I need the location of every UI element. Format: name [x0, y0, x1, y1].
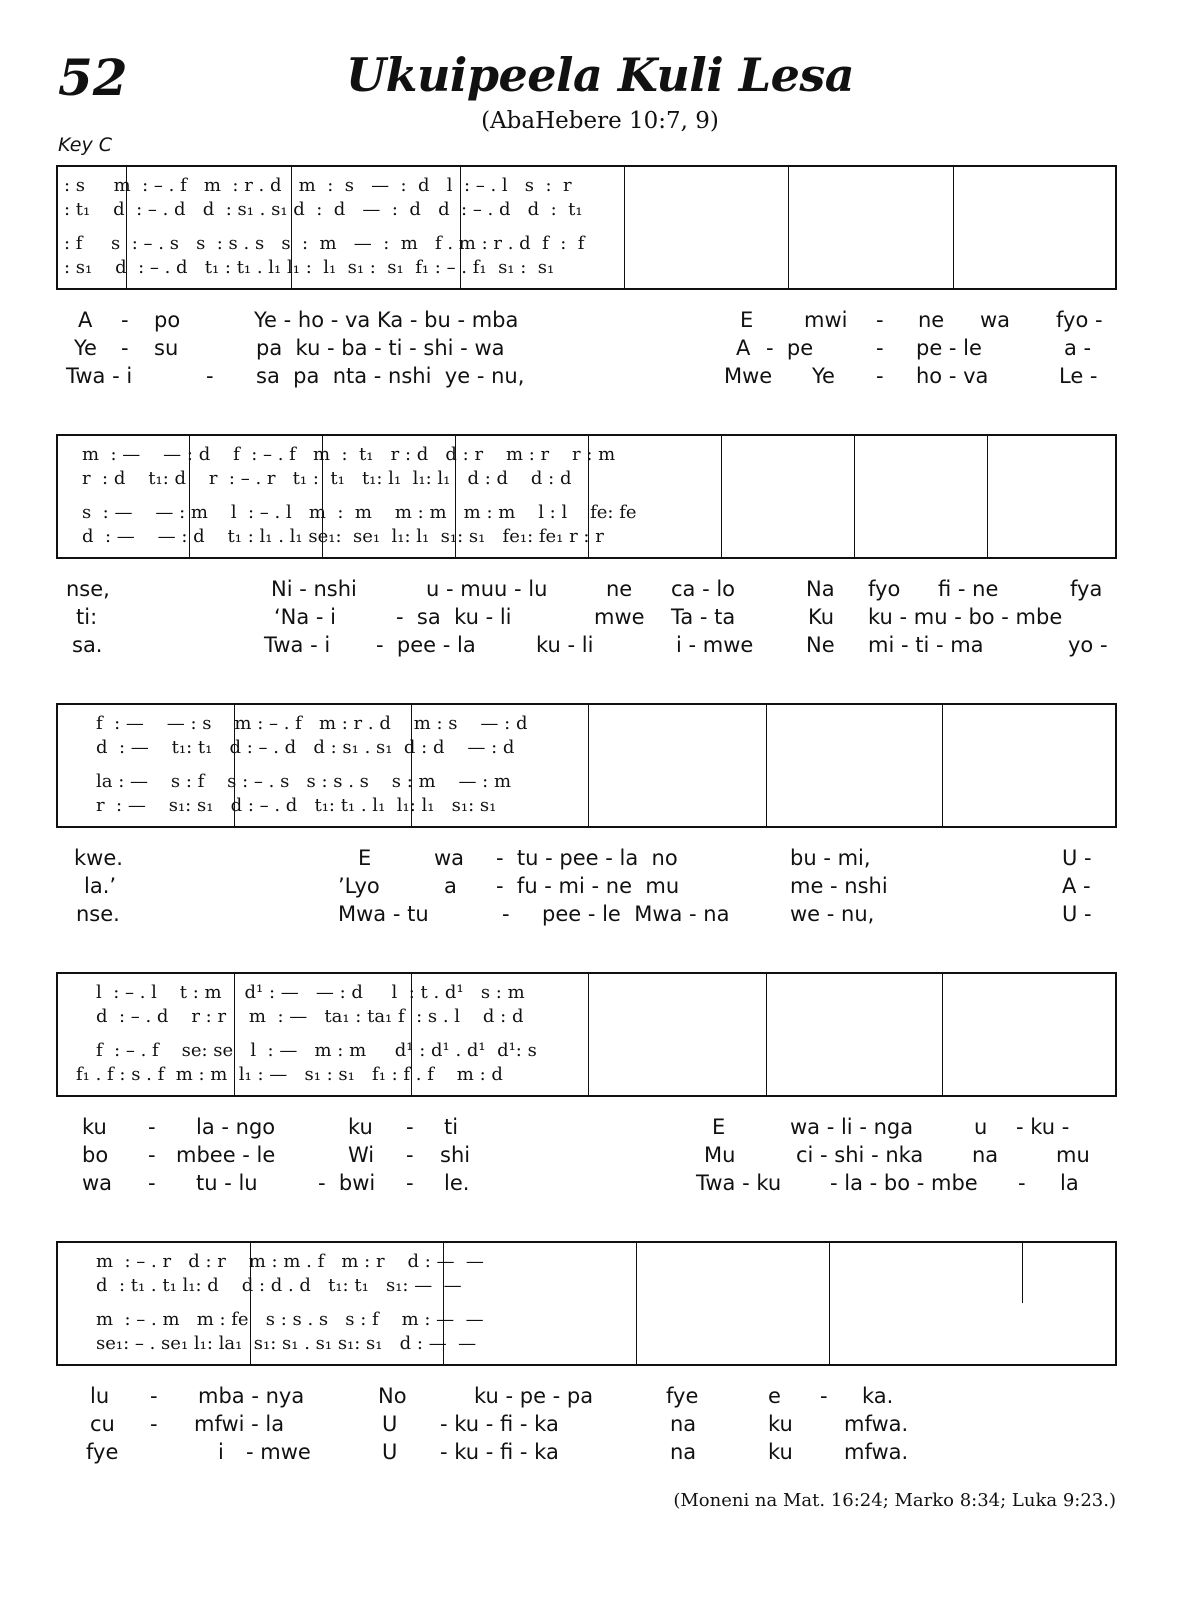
lyric-syllable: wa: [82, 1171, 113, 1195]
lyric-syllable: mfwa.: [844, 1440, 909, 1464]
lyric-syllable: -: [121, 336, 129, 360]
lyric-syllable: Ye: [74, 336, 97, 360]
solfa-row-alto: d : – . d r : r m : — ta₁ : ta₁ f : s . l d : d: [96, 1006, 524, 1027]
lyric-syllable: A -: [1062, 874, 1091, 898]
lyric-syllable: le.: [444, 1171, 470, 1195]
lyric-syllable: ti: [444, 1115, 459, 1139]
lyric-syllable: ku - mu - bo - mbe: [868, 605, 1063, 629]
lyric-syllable: pa ku - ba - ti - shi - wa: [256, 336, 505, 360]
lyric-syllable: ho - va: [916, 364, 989, 388]
lyric-syllable: lu: [90, 1384, 110, 1408]
lyric-syllable: -: [406, 1171, 414, 1195]
lyric-syllable: E: [712, 1115, 726, 1139]
solfa-row-tenor: la : — s : f s : – . s s : s . s s : m — : m: [96, 771, 512, 792]
lyric-syllable: ca - lo: [671, 577, 736, 601]
lyric-syllable: Wi: [348, 1143, 375, 1167]
lyric-verse-1: [56, 1115, 1117, 1143]
lyric-syllable: mbee - le: [176, 1143, 276, 1167]
barline: [942, 974, 943, 1095]
lyric-syllable: Twa - ku: [696, 1171, 782, 1195]
lyric-verse-3: [56, 1440, 1117, 1468]
lyrics-system-1: [56, 308, 1117, 392]
lyric-syllable: E: [358, 846, 372, 870]
lyric-syllable: ku - li: [536, 633, 594, 657]
lyric-syllable: Na: [806, 577, 835, 601]
lyric-verse-3: [56, 902, 1117, 930]
lyric-syllable: sa.: [72, 633, 103, 657]
lyric-verse-3: [56, 1171, 1117, 1199]
scripture-reference: (AbaHebere 10:7, 9): [481, 108, 719, 134]
song-number: 52: [58, 48, 128, 107]
lyric-syllable: - pee - la: [376, 633, 476, 657]
lyric-syllable: -: [406, 1143, 414, 1167]
lyric-syllable: -: [148, 1143, 156, 1167]
solfa-row-alto: r : d t₁: d r : – . r t₁ : t₁ t₁: l₁ l₁: l₁ d : d d : d: [82, 468, 572, 489]
lyric-syllable: fye: [86, 1440, 119, 1464]
lyric-syllable: wa: [434, 846, 465, 870]
lyrics-system-3: [56, 846, 1117, 930]
barline: [766, 705, 767, 826]
solfa-row-bass: se₁: – . se₁ l₁: la₁ s₁: s₁ . s₁ s₁: s₁ d : — —: [96, 1333, 477, 1354]
lyric-syllable: na: [670, 1412, 697, 1436]
barline: [588, 974, 589, 1095]
lyric-syllable: fya: [1070, 577, 1103, 601]
lyric-syllable: Mwe: [724, 364, 773, 388]
lyric-syllable: bu - mi,: [790, 846, 871, 870]
lyric-syllable: i - mwe: [676, 633, 754, 657]
barline: [854, 436, 855, 557]
lyric-syllable: Ta - ta: [671, 605, 736, 629]
lyric-syllable: cu: [90, 1412, 115, 1436]
solfa-row-alto: : t₁ d : – . d d : s₁ . s₁ d : d — : d d : – . d d : t₁: [64, 199, 583, 220]
solfa-row-alto: d : t₁ . t₁ l₁: d d : d . d t₁: t₁ s₁: — —: [96, 1275, 462, 1296]
lyric-syllable: tu - lu: [196, 1171, 258, 1195]
lyric-syllable: ne: [606, 577, 633, 601]
lyric-syllable: pe - le: [916, 336, 982, 360]
lyric-syllable: ku - pe - pa: [474, 1384, 594, 1408]
lyric-verse-3: [56, 633, 1117, 661]
staff-system-5: [56, 1241, 1117, 1366]
barline: [829, 1243, 830, 1364]
lyric-syllable: U -: [1062, 846, 1092, 870]
lyric-syllable: su: [154, 336, 179, 360]
lyric-syllable: ka.: [862, 1384, 894, 1408]
lyric-syllable: nse,: [66, 577, 110, 601]
barline: [987, 436, 988, 557]
lyric-syllable: ku: [348, 1115, 373, 1139]
lyric-syllable: po: [154, 308, 181, 332]
lyric-syllable: - pe: [766, 336, 814, 360]
key-signature: Key C: [58, 134, 113, 156]
lyric-syllable: na: [972, 1143, 999, 1167]
lyric-syllable: fye: [666, 1384, 699, 1408]
lyric-verse-2: [56, 605, 1117, 633]
lyric-syllable: - mwe: [246, 1440, 311, 1464]
lyric-syllable: sa pa nta - nshi ye - nu,: [256, 364, 525, 388]
lyric-syllable: U: [382, 1412, 398, 1436]
lyric-syllable: mwe: [594, 605, 645, 629]
lyric-syllable: Ne: [806, 633, 835, 657]
lyric-syllable: fyo -: [1056, 308, 1103, 332]
lyric-syllable: mi - ti - ma: [868, 633, 984, 657]
barline: [588, 705, 589, 826]
lyric-syllable: nse.: [76, 902, 120, 926]
lyric-verse-2: [56, 1143, 1117, 1171]
lyric-syllable: -: [150, 1384, 158, 1408]
lyric-syllable: -: [406, 1115, 414, 1139]
lyric-syllable: A: [736, 336, 751, 360]
lyric-verse-1: [56, 1384, 1117, 1412]
lyric-syllable: wa - li - nga: [790, 1115, 914, 1139]
lyric-syllable: -: [502, 902, 510, 926]
staff-system-2: [56, 434, 1117, 559]
lyric-syllable: u - muu - lu: [426, 577, 548, 601]
lyric-syllable: Le -: [1059, 364, 1098, 388]
lyric-syllable: Ni - nshi: [271, 577, 357, 601]
lyric-syllable: ’Lyo: [338, 874, 380, 898]
lyric-syllable: ku: [768, 1412, 793, 1436]
lyric-syllable: i: [218, 1440, 224, 1464]
solfa-row-tenor: : f s : – . s s : s . s s : m — : m f . m : r . d f : f: [64, 233, 585, 254]
staff-system-4: [56, 972, 1117, 1097]
lyric-syllable: a: [444, 874, 457, 898]
lyric-syllable: A: [78, 308, 93, 332]
solfa-row-bass: f₁ . f : s . f m : m l₁ : — s₁ : s₁ f₁ : f . f m : d: [76, 1064, 503, 1085]
cross-reference-footnote: (Moneni na Mat. 16:24; Marko 8:34; Luka 9:23.): [673, 1490, 1116, 1511]
lyric-syllable: -: [121, 308, 129, 332]
lyric-syllable: we - nu,: [790, 902, 875, 926]
lyric-syllable: -: [876, 308, 884, 332]
lyric-syllable: U: [382, 1440, 398, 1464]
lyric-verse-2: [56, 874, 1117, 902]
barline: [1022, 1243, 1023, 1303]
lyric-syllable: la - ngo: [196, 1115, 276, 1139]
lyric-syllable: -: [148, 1115, 156, 1139]
solfa-row-tenor: f : – . f se: se l : — m : m d¹ : d¹ . d¹ d¹: s: [96, 1040, 537, 1061]
barline: [721, 436, 722, 557]
lyric-syllable: mu: [1056, 1143, 1090, 1167]
lyric-syllable: ci - shi - nka: [796, 1143, 924, 1167]
lyric-syllable: - fu - mi - ne mu: [496, 874, 680, 898]
lyric-syllable: Twa - i: [264, 633, 331, 657]
lyric-syllable: - bwi: [318, 1171, 376, 1195]
lyric-syllable: -: [876, 364, 884, 388]
lyric-syllable: - ku - fi - ka: [440, 1440, 559, 1464]
barline: [942, 705, 943, 826]
lyric-syllable: - sa ku - li: [396, 605, 512, 629]
lyric-syllable: - ku -: [1016, 1115, 1070, 1139]
lyric-syllable: Mwa - tu: [338, 902, 429, 926]
lyric-syllable: - la - bo - mbe: [830, 1171, 978, 1195]
solfa-row-alto: d : — t₁: t₁ d : – . d d : s₁ . s₁ d : d — : d: [96, 737, 515, 758]
lyric-syllable: U -: [1062, 902, 1092, 926]
lyric-syllable: -: [820, 1384, 828, 1408]
lyric-syllable: wa: [980, 308, 1011, 332]
lyric-syllable: -: [148, 1171, 156, 1195]
lyric-syllable: me - nshi: [790, 874, 888, 898]
lyrics-system-4: [56, 1115, 1117, 1199]
lyric-syllable: shi: [440, 1143, 471, 1167]
solfa-row-bass: : s₁ d : – . d t₁ : t₁ . l₁ l₁ : l₁ s₁ : s₁ f₁ : – . f₁ s₁ : s₁: [64, 257, 555, 278]
solfa-row-soprano: m : — — : d f : – . f m : t₁ r : d d : r m : r r : m: [82, 444, 616, 465]
staff-system-3: [56, 703, 1117, 828]
solfa-row-soprano: : s m : – . f m : r . d m : s — : d l : – . l s : r: [64, 175, 572, 196]
lyric-verse-1: [56, 308, 1117, 336]
lyric-syllable: kwe.: [74, 846, 123, 870]
lyric-syllable: -: [150, 1412, 158, 1436]
barline: [624, 167, 625, 288]
song-title: Ukuipeela Kuli Lesa: [345, 48, 855, 102]
lyric-syllable: - ku - fi - ka: [440, 1412, 559, 1436]
lyric-syllable: na: [670, 1440, 697, 1464]
lyric-syllable: la.’: [84, 874, 117, 898]
lyric-syllable: No: [378, 1384, 407, 1408]
lyric-syllable: pee - le Mwa - na: [542, 902, 730, 926]
lyric-syllable: -: [1018, 1171, 1026, 1195]
lyric-syllable: ku: [768, 1440, 793, 1464]
lyrics-system-5: [56, 1384, 1117, 1468]
lyric-syllable: mfwi - la: [194, 1412, 285, 1436]
barline: [953, 167, 954, 288]
staff-system-1: [56, 165, 1117, 290]
lyric-verse-1: [56, 577, 1117, 605]
solfa-row-tenor: s : — — : m l : – . l m : m m : m m : m l : l fe: fe: [82, 502, 637, 523]
solfa-row-bass: d : — — : d t₁ : l₁ . l₁ se₁: se₁ l₁: l₁ s₁: s₁ fe₁: fe₁ r : r: [82, 526, 604, 547]
lyric-verse-2: [56, 1412, 1117, 1440]
barline: [636, 1243, 637, 1364]
lyric-verse-2: [56, 336, 1117, 364]
lyric-syllable: mba - nya: [198, 1384, 305, 1408]
barline: [788, 167, 789, 288]
barline: [766, 974, 767, 1095]
lyric-syllable: E: [740, 308, 754, 332]
lyric-syllable: Ye - ho - va Ka - bu - mba: [254, 308, 519, 332]
lyric-syllable: - tu - pee - la no: [496, 846, 678, 870]
lyric-syllable: bo: [82, 1143, 109, 1167]
solfa-row-tenor: m : – . m m : fe s : s . s s : f m : — —: [96, 1309, 484, 1330]
lyric-verse-3: [56, 364, 1117, 392]
lyric-syllable: la: [1060, 1171, 1079, 1195]
lyric-syllable: Twa - i: [66, 364, 133, 388]
lyric-syllable: yo -: [1068, 633, 1108, 657]
lyric-verse-1: [56, 846, 1117, 874]
lyric-syllable: -: [206, 364, 214, 388]
lyric-syllable: ti:: [76, 605, 98, 629]
solfa-row-soprano: l : – . l t : m d¹ : — — : d l : t . d¹ s : m: [96, 982, 525, 1003]
lyric-syllable: ku: [82, 1115, 107, 1139]
lyric-syllable: mfwa.: [844, 1412, 909, 1436]
solfa-row-soprano: m : – . r d : r m : m . f m : r d : — —: [96, 1251, 484, 1272]
lyric-syllable: e: [768, 1384, 781, 1408]
lyric-syllable: fyo: [868, 577, 901, 601]
lyric-syllable: a -: [1064, 336, 1092, 360]
lyric-syllable: mwi: [804, 308, 848, 332]
lyric-syllable: Ye: [812, 364, 835, 388]
lyric-syllable: -: [876, 336, 884, 360]
lyrics-system-2: [56, 577, 1117, 661]
solfa-row-soprano: f : — — : s m : – . f m : r . d m : s — : d: [96, 713, 528, 734]
lyric-syllable: u: [974, 1115, 988, 1139]
lyric-syllable: ne: [918, 308, 945, 332]
lyric-syllable: ‘Na - i: [274, 605, 337, 629]
lyric-syllable: Mu: [704, 1143, 736, 1167]
solfa-row-bass: r : — s₁: s₁ d : – . d t₁: t₁ . l₁ l₁: l₁ s₁: s₁: [96, 795, 497, 816]
lyric-syllable: Ku: [808, 605, 835, 629]
lyric-syllable: fi - ne: [938, 577, 999, 601]
